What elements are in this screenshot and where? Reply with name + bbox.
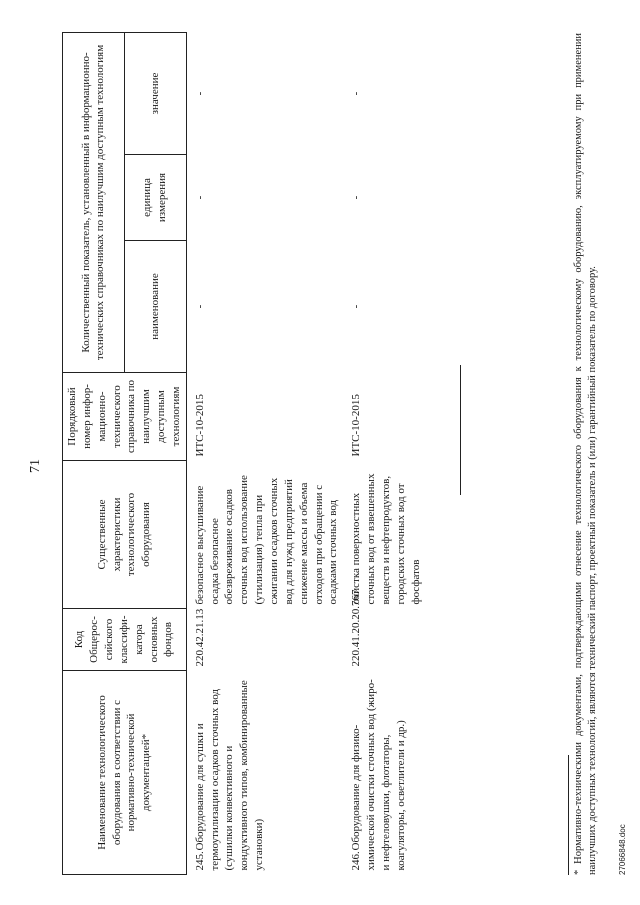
- header-quant-group: Количественный показатель, установленный в информационно-технических справочниках по наилучшим доступным технологиям: [63, 33, 125, 373]
- separator-line: [460, 365, 461, 495]
- row-characteristics: очистка поверхностных сточных вод от взвешенных веществ и нефтепродуктов, городских сточных вод от фосфатов: [350, 473, 422, 605]
- row-quant-unit: -: [350, 195, 363, 200]
- row-name: Оборудование для физико-химической очистки сточных вод (жиро- и нефтеловушки, флотаторы, коагуляторы, осветлители и др.): [350, 679, 407, 871]
- row-code: 220.41.20.20.767: [350, 589, 363, 667]
- row-quant-value: -: [193, 91, 206, 96]
- footnote-divider: [568, 755, 569, 875]
- header-quant-name: наименование: [124, 241, 186, 373]
- equipment-table: [62, 32, 425, 875]
- page-number: 71: [28, 459, 43, 473]
- header-its-number: Порядковый номер инфор-мационно-технического справочника по наилучшим доступным технологиям: [63, 373, 187, 461]
- header-name: Наименование технологического оборудования в соответствии с нормативно-технической документацией*: [63, 671, 187, 875]
- header-code: Код Общерос-сийского классифи-катора основных фондов: [63, 609, 187, 671]
- header-quant-unit: единица измерения: [124, 155, 186, 241]
- row-quant-unit: -: [193, 195, 206, 200]
- row-name-cell: [343, 671, 425, 875]
- table-row: [186, 33, 343, 875]
- row-code: 220.42.21.13: [193, 608, 206, 667]
- row-quant-value: -: [350, 91, 363, 96]
- document-id: 27066848.doc: [618, 824, 627, 875]
- row-its: ИТС-10-2015: [350, 394, 363, 457]
- footnote: * Нормативно-техническими документами, подтверждающими отнесение технологического оборудования к технологическому оборудованию, эксплуатируемому при применении наилучших доступных технологий, являются технический паспорт, проектный показатель и (или) гарантийный показатель по договору.: [573, 33, 599, 875]
- row-name: Оборудование для сушки и термоутилизации осадков сточных вод (сушилки конвективного и кондуктивного типов, комбинированные установки): [193, 680, 266, 871]
- header-quant-value: значение: [124, 33, 186, 155]
- row-characteristics: безопасное высушивание осадка безопасное обезвреживание осадков сточных вод использование (утилизация) тепла при сжигании осадков сточных вод для нужд предприятий снижение массы и объема отходов при обращении с осадками сточных вод: [193, 475, 340, 605]
- row-its: ИТС-10-2015: [193, 394, 206, 457]
- row-quant-name: -: [350, 304, 363, 309]
- row-number: 246.: [350, 851, 363, 871]
- row-quant-name: -: [193, 304, 206, 309]
- row-name-cell: [186, 671, 343, 875]
- table-row: [343, 33, 425, 875]
- header-characteristics: Существенные характеристики технологического оборудования: [63, 461, 187, 609]
- row-number: 245.: [193, 851, 206, 871]
